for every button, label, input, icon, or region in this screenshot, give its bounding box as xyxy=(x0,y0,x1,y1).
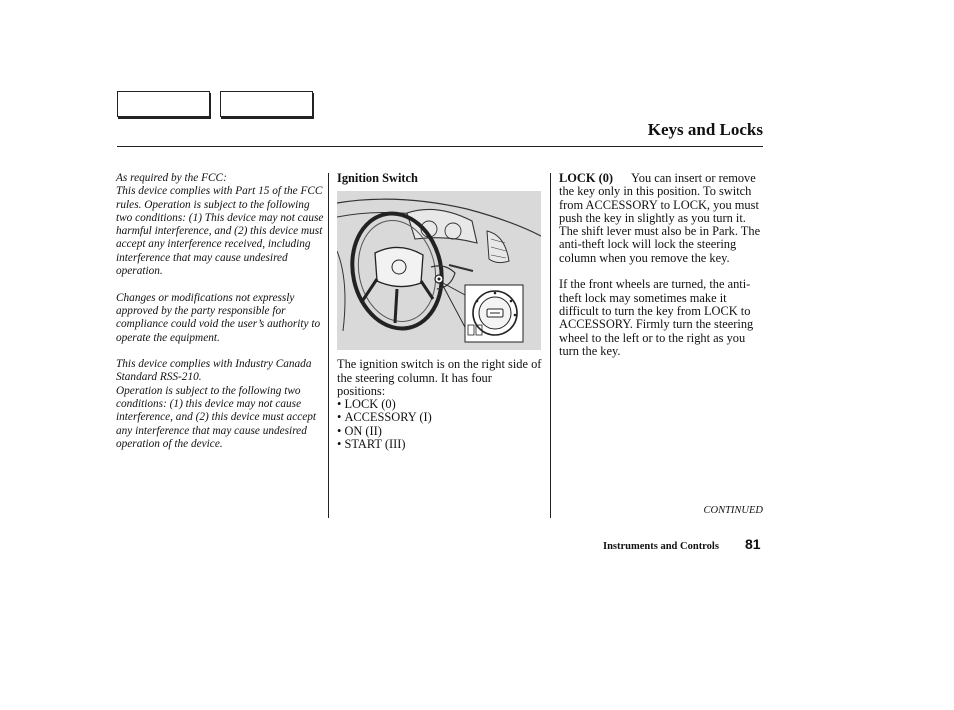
column-divider xyxy=(328,173,329,518)
ignition-switch-heading: Ignition Switch xyxy=(337,171,418,185)
section-tab-box xyxy=(117,91,210,117)
ignition-switch-intro: The ignition switch is on the right side of the steering column. It has four positions: xyxy=(337,357,542,398)
ignition-switch-column xyxy=(337,172,543,451)
footer-section-name: Instruments and Controls xyxy=(603,541,719,552)
continued-label: CONTINUED xyxy=(703,505,763,516)
fcc-lead: As required by the FCC: xyxy=(116,172,227,184)
lock-paragraph xyxy=(559,172,764,265)
modification-notice: Changes or modifications not expressly approved by the party responsible for compliance could void the user’s authority to operate the equipment. xyxy=(116,291,321,344)
canada-lead: This device complies with Industry Canada Standard RSS-210. xyxy=(116,358,312,384)
lock-heading: LOCK (0) xyxy=(559,171,614,185)
fcc-body: This device complies with Part 15 of the FCC rules. Operation is subject to the following two conditions: (1) This device may not cause harmful interference, and (2) this device must accept any interference received, including interference that may cause undesired operation. xyxy=(116,185,324,278)
page-number: 81 xyxy=(745,536,761,552)
lock-position-column xyxy=(559,172,764,358)
list-item: • ON (II) xyxy=(337,425,543,438)
ignition-switch-illustration xyxy=(337,191,541,350)
section-tab-box xyxy=(220,91,313,117)
regulatory-notice-column xyxy=(116,172,326,451)
list-item: • LOCK (0) xyxy=(337,398,543,411)
front-wheels-paragraph: If the front wheels are turned, the anti-theft lock may sometimes make it difficult to turn the key from LOCK to ACCESSORY. Firmly turn the steering wheel to the left or to the right as you turn the key. xyxy=(559,277,754,358)
column-divider xyxy=(550,173,551,518)
list-item: • ACCESSORY (I) xyxy=(337,411,543,424)
list-item: • START (III) xyxy=(337,438,543,451)
page-title: Keys and Locks xyxy=(647,120,763,139)
ignition-positions-list xyxy=(337,398,543,451)
lock-text: You can insert or remove the key only in this position. To switch from ACCESSORY to LOCK, you must push the key in slightly as you turn it. The shift lever must also be in Park. The anti-theft lock will lock the steering column when you remove the key. xyxy=(559,171,761,265)
canada-body: Operation is subject to the following two conditions: (1) this device may not cause interference, and (2) this device must accept any interference that may cause undesired operation of the device. xyxy=(116,384,317,450)
header-rule xyxy=(117,146,763,147)
